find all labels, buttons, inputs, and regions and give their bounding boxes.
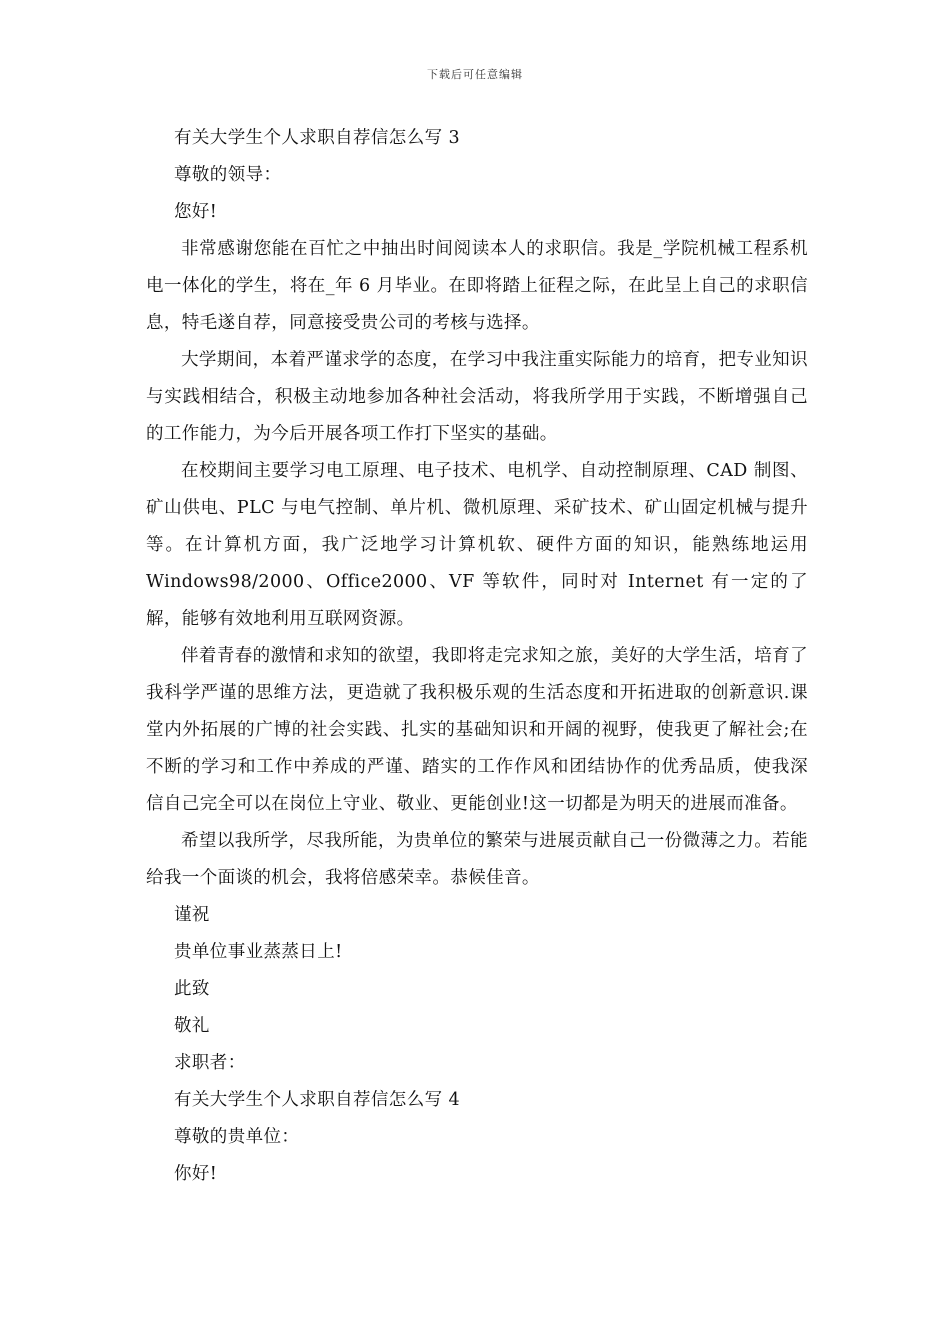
closing-blessing: 贵单位事业蒸蒸日上! — [174, 942, 343, 962]
salutation-4: 尊敬的贵单位： — [174, 1127, 300, 1147]
letter-title-3: 有关大学生个人求职自荐信怎么写 3 — [174, 128, 460, 148]
header-note: 下载后可任意编辑 — [427, 68, 523, 81]
closing-wish: 谨祝 — [174, 905, 210, 925]
paragraph-hope: 希望以我所学，尽我所能，为贵单位的繁荣与进展贡献自己一份微薄之力。若能给我一个面谈的机会，我将倍感荣幸。恭候佳音。 — [146, 831, 808, 888]
letter-body — [146, 120, 808, 1193]
greeting-4: 你好! — [174, 1164, 218, 1184]
salutation-3: 尊敬的领导： — [174, 165, 282, 185]
paragraph-intro: 非常感谢您能在百忙之中抽出时间阅读本人的求职信。我是_学院机械工程系机电一体化的学生，将在_年 6 月毕业。在即将踏上征程之际，在此呈上自己的求职信息，特毛遂自荐，同意接受贵公司的考核与选择。 — [146, 239, 808, 333]
signature-line: 求职者： — [174, 1053, 246, 1073]
closing-regards: 此致 — [174, 979, 210, 999]
paragraph-courses: 在校期间主要学习电工原理、电子技术、电机学、自动控制原理、CAD 制图、矿山供电、PLC 与电气控制、单片机、微机原理、采矿技术、矿山固定机械与提升等。在计算机方面，我广泛地学习计算机软、硬件方面的知识，能熟练地运用 Windows98/2000、Office2000、VF 等软件，同时对 Internet 有一定的了解，能够有效地利用互联网资源。 — [146, 461, 808, 629]
letter-title-4: 有关大学生个人求职自荐信怎么写 4 — [174, 1090, 460, 1110]
closing-salute: 敬礼 — [174, 1016, 210, 1036]
paragraph-qualities: 伴着青春的激情和求知的欲望，我即将走完求知之旅，美好的大学生活，培育了我科学严谨的思维方法，更造就了我积极乐观的生活态度和开拓进取的创新意识.课堂内外拓展的广博的社会实践、扎实的基础知识和开阔的视野，使我更了解社会;在不断的学习和工作中养成的严谨、踏实的工作作风和团结协作的优秀品质，使我深信自己完全可以在岗位上守业、敬业、更能创业!这一切都是为明天的进展而准备。 — [146, 646, 808, 814]
greeting-3: 您好! — [174, 202, 218, 222]
paragraph-university: 大学期间，本着严谨求学的态度，在学习中我注重实际能力的培育，把专业知识与实践相结合，积极主动地参加各种社会活动，将我所学用于实践，不断增强自己的工作能力，为今后开展各项工作打下坚实的基础。 — [146, 350, 808, 444]
